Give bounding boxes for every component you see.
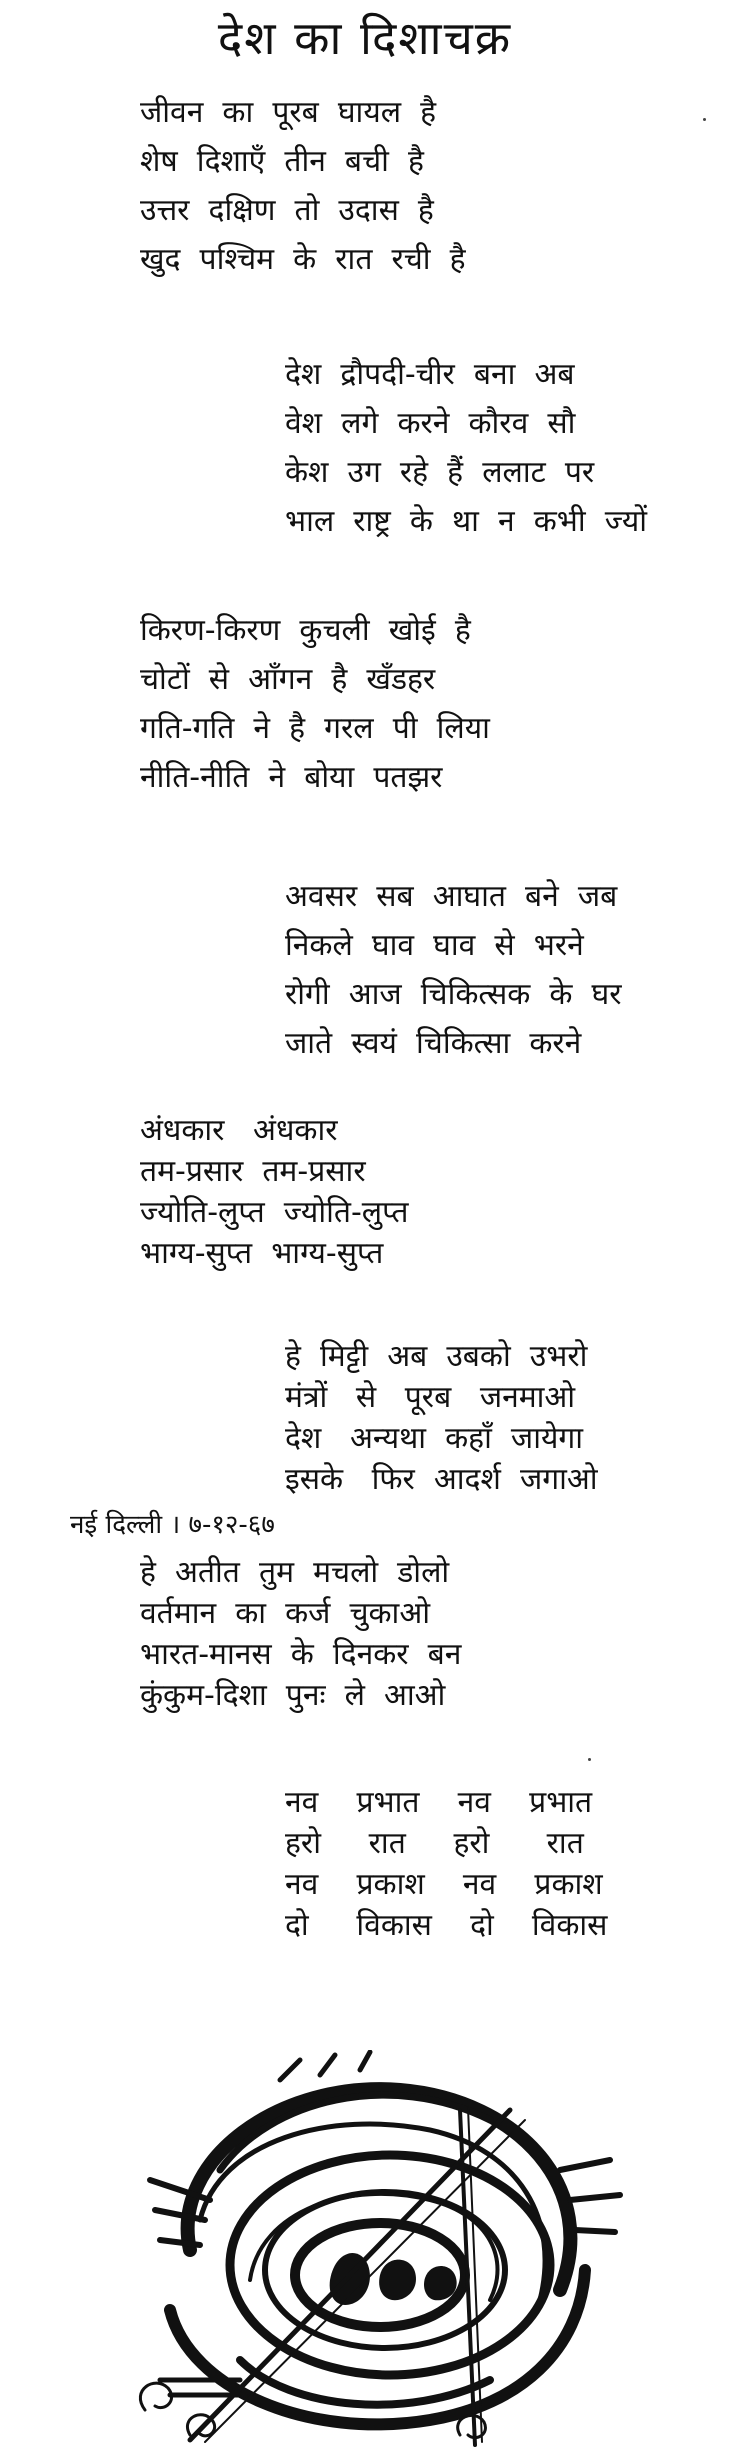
ink-speck bbox=[703, 118, 706, 121]
stanza-1 bbox=[140, 88, 466, 284]
poem-line: चोटों से आँगन है खँडहर bbox=[140, 662, 436, 697]
poem-line: भाग्य-सुप्त भाग्य-सुप्त bbox=[140, 1236, 384, 1271]
poem-line: ज्योति-लुप्त ज्योति-लुप्त bbox=[140, 1195, 409, 1230]
stanza-7 bbox=[140, 1552, 461, 1716]
swirl-illustration bbox=[130, 2050, 630, 2450]
poem-line: वेश लगे करने कौरव सौ bbox=[285, 406, 576, 441]
stanza-3 bbox=[140, 606, 490, 802]
poem-line: देश द्रौपदी-चीर बना अब bbox=[285, 357, 575, 392]
ink-speck bbox=[588, 1758, 591, 1761]
poem-line: रोगी आज चिकित्सक के घर bbox=[285, 977, 622, 1012]
poem-line: नीति-नीति ने बोया पतझर bbox=[140, 760, 443, 795]
poem-line: अवसर सब आघात बने जब bbox=[285, 879, 618, 914]
poem-line: केश उग रहे हैं ललाट पर bbox=[285, 455, 595, 490]
poem-line: हे अतीत तुम मचलो डोलो bbox=[140, 1555, 450, 1590]
poem-line: निकले घाव घाव से भरने bbox=[285, 928, 584, 963]
poem-line: उत्तर दक्षिण तो उदास है bbox=[140, 193, 434, 228]
poem-line: कुंकुम-दिशा पुनः ले आओ bbox=[140, 1678, 446, 1713]
poem-line: नव प्रभात नव प्रभात bbox=[285, 1785, 593, 1820]
stanza-5 bbox=[140, 1110, 408, 1274]
poem-line: मंत्रों से पूरब जनमाओ bbox=[285, 1380, 576, 1415]
poem-line: वर्तमान का कर्ज चुकाओ bbox=[140, 1596, 431, 1631]
poem-line: अंधकार अंधकार bbox=[140, 1113, 338, 1148]
stanza-6 bbox=[285, 1336, 598, 1500]
stanza-4 bbox=[285, 872, 621, 1068]
poem-line: तम-प्रसार तम-प्रसार bbox=[140, 1154, 366, 1189]
poem-line: गति-गति ने है गरल पी लिया bbox=[140, 711, 490, 746]
poem-title: देश का दिशाचक्र bbox=[217, 11, 513, 65]
stanza-8 bbox=[285, 1782, 607, 1946]
place-date: नई दिल्ली । ७-१२-६७ bbox=[70, 1510, 275, 1540]
poem-line: दो विकास दो विकास bbox=[285, 1908, 608, 1943]
poem-line: हे मिट्टी अब उबको उभरो bbox=[285, 1339, 588, 1374]
poem-line: हरो रात हरो रात bbox=[285, 1826, 584, 1861]
stanza-2 bbox=[285, 350, 647, 546]
poem-line: जीवन का पूरब घायल है bbox=[140, 95, 437, 130]
poem-line: इसके फिर आदर्श जगाओ bbox=[285, 1462, 598, 1497]
poem-line: भारत-मानस के दिनकर बन bbox=[140, 1637, 462, 1672]
poem-line: नव प्रकाश नव प्रकाश bbox=[285, 1867, 603, 1902]
poem-line: खुद पश्चिम के रात रची है bbox=[140, 242, 466, 277]
poem-line: जाते स्वयं चिकित्सा करने bbox=[285, 1026, 582, 1061]
poem-line: भाल राष्ट्र के था न कभी ज्यों bbox=[285, 504, 648, 539]
poem-line: शेष दिशाएँ तीन बची है bbox=[140, 144, 424, 179]
poem-line: किरण-किरण कुचली खोई है bbox=[140, 613, 471, 648]
poem-line: देश अन्यथा कहाँ जायेगा bbox=[285, 1421, 584, 1456]
